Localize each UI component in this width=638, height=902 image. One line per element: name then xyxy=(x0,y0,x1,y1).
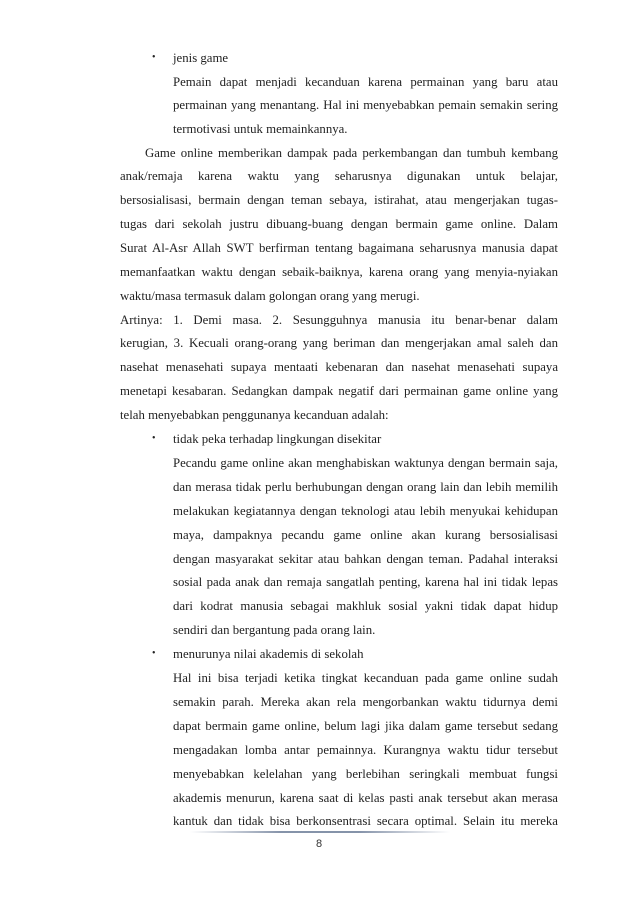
text-line: sendiri dan bergantung pada orang lain. xyxy=(173,623,376,637)
text-line: sosial pada anak dan remaja sangatlah penting, karena hal ini tidak lepas xyxy=(173,575,558,589)
text-line: nasehat menasehati supaya mentaati kebenaran dan nasehat menasehati supaya xyxy=(120,360,558,374)
text-line: kantuk dan tidak bisa berkonsentrasi secara optimal. Selain itu mereka xyxy=(173,814,558,828)
text-line: dapat bermain game online, belum lagi jika dalam game tersebut sedang xyxy=(173,719,558,733)
text-line: Hal ini bisa terjadi ketika tingkat kecanduan pada game online sudah xyxy=(173,671,558,685)
text-line: dari kodrat manusia sebagai makhluk sosial yakni tidak dapat hidup xyxy=(173,599,558,613)
text-line: Pemain dapat menjadi kecanduan karena permainan yang baru atau xyxy=(173,75,558,89)
text-line: Pecandu game online akan menghabiskan waktunya dengan bermain saja, xyxy=(173,456,558,470)
text-line: permainan yang menantang. Hal ini menyebabkan pemain semakin sering xyxy=(173,98,558,112)
text-line: termotivasi untuk memainkannya. xyxy=(173,122,348,136)
text-line: waktu/masa termasuk dalam golongan orang yang merugi. xyxy=(120,289,420,303)
page-number: 8 xyxy=(315,838,323,850)
bullet-heading: menurunya nilai akademis di sekolah xyxy=(173,647,364,661)
text-line: menyebabkan kelelahan yang berlebihan seringkali membuat fungsi xyxy=(173,767,558,781)
bullet-icon: • xyxy=(152,648,156,659)
text-line: bersosialisasi, bermain dengan teman sebaya, istirahat, atau mengerjakan tugas- xyxy=(120,193,558,207)
text-line: maya, dampaknya pecandu game online akan kurang bersosialisasi xyxy=(173,528,558,542)
text-line: Artinya: 1. Demi masa. 2. Sesungguhnya manusia itu benar-benar dalam xyxy=(120,313,558,327)
bullet-icon: • xyxy=(152,433,156,444)
text-line: kerugian, 3. Kecuali orang-orang yang beriman dan mengerjakan amal saleh dan xyxy=(120,336,558,350)
text-line: Surat Al-Asr Allah SWT berfirman tentang bagaimana seharusnya manusia dapat xyxy=(120,241,558,255)
text-line: mengadakan lomba antar pemainnya. Kurangnya waktu tidur tersebut xyxy=(173,743,558,757)
text-line: menetapi kesabaran. Sedangkan dampak negatif dari permainan game online yang xyxy=(120,384,558,398)
bullet-heading: tidak peka terhadap lingkungan disekitar xyxy=(173,432,382,446)
text-line: telah menyebabkan penggunanya kecanduan adalah: xyxy=(120,408,389,422)
text-line: akademis menurun, karena saat di kelas pasti anak tersebut akan merasa xyxy=(173,791,558,805)
footer-divider xyxy=(190,831,450,833)
text-line: semakin parah. Mereka akan rela mengorbankan waktu tidurnya demi xyxy=(173,695,558,709)
text-line: dan merasa tidak perlu berhubungan dengan orang lain dan lebih memilih xyxy=(173,480,558,494)
bullet-icon: • xyxy=(152,52,156,63)
text-line: anak/remaja karena waktu yang seharusnya digunakan untuk belajar, xyxy=(120,169,558,183)
text-line: melakukan kegiatannya dengan teknologi atau lebih menyukai kehidupan xyxy=(173,504,558,518)
text-line: memanfaatkan waktu dengan sebaik-baiknya, karena orang yang menyia-nyiakan xyxy=(120,265,558,279)
text-line: dengan masyarakat sekitar atau bahkan dengan teman. Padahal interaksi xyxy=(173,552,558,566)
bullet-heading: jenis game xyxy=(173,51,229,65)
text-line: Game online memberikan dampak pada perkembangan dan tumbuh kembang xyxy=(145,146,558,160)
text-line: tugas dari sekolah justru dibuang-buang dengan bermain game online. Dalam xyxy=(120,217,558,231)
